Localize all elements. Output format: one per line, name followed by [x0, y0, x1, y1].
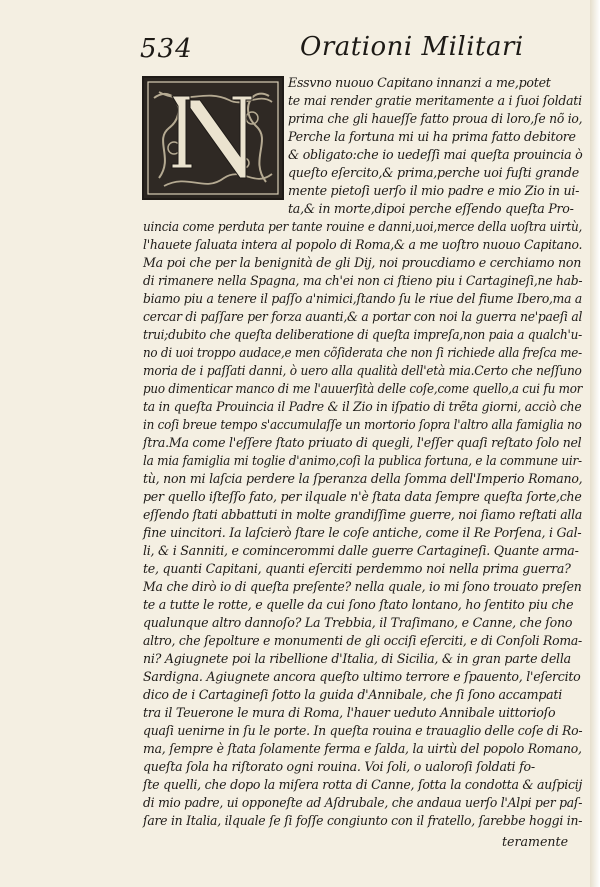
running-title: Orationi Militari	[300, 32, 524, 62]
text-line: eſſendo ſtati abbattuti in molte grandiſſime guerre, noi ſiamo reſtati alla	[143, 507, 583, 522]
text-line: di mio padre, ui opponeſte ad Aſdrubale, che andaua uerſo l'Alpi per paſ-	[143, 795, 583, 810]
text-line: & obligato:che io uedeſſi mai queſta prouincia ò	[288, 147, 583, 162]
text-line: ta,& in morte,dipoi perche eſſendo queſta Pro-	[288, 201, 574, 216]
text-line: in coſi breue tempo s'accumulaſſe un mortorio ſopra l'altro alla famiglia no	[143, 417, 582, 432]
text-line: per quello iſteſſo fato, per ilquale n'è ſtata data ſempre queſta ſorte,che	[143, 489, 582, 504]
text-line: tù, non mi laſcia perdere la ſperanza della ſomma dell'Imperio Romano,	[143, 471, 583, 486]
text-line: biamo piu a tenere il paſſo a'nimici,ſtando ſu le riue del fiume Ibero,ma a	[143, 291, 583, 306]
text-line: ſtra.Ma come l'eſſere ſtato priuato di quegli, l'eſſer quaſi reſtato ſolo nel	[143, 435, 582, 450]
text-line: cercar di paſſare per forza auanti,& a portar con noi la guerra ne'paeſi al	[143, 309, 583, 324]
text-line: moria de i paſſati danni, ò uero alla qualità dell'età mia.Certo che neſſuno	[143, 363, 582, 378]
text-line: ma, ſempre è ſtata ſolamente ferma e ſalda, la uirtù del popolo Romano,	[143, 741, 582, 756]
text-line: mente pietoſi uerſo il mio padre e mio Zio in ui-	[288, 183, 580, 198]
text-line: te a tutte le rotte, e quelle da cui ſono ſtato lontano, ho ſentito piu che	[143, 597, 574, 612]
text-line: Perche la fortuna mi ui ha prima fatto debitore	[288, 129, 576, 144]
text-line: Essvno nuouo Capitano innanzi a me,potet	[288, 75, 551, 90]
text-line: quaſi uenirne in ſu le porte. In queſta rouina e trauaglio delle coſe di Ro-	[143, 723, 583, 738]
text-line: l'hauete ſaluata intera al popolo di Roma,& a me uoſtro nuouo Capitano.	[143, 237, 583, 252]
text-line: li, & i Sanniti, e comincerommi dalle guerre Cartagineſi. Quante arma-	[143, 543, 579, 558]
text-line: Sardigna. Agiugnete ancora queſto ultimo terrore e ſpauento, l'eſercito	[143, 669, 581, 684]
text-line: ni? Agiugnete poi la ribellione d'Italia, di Sicilia, & in gran parte della	[143, 651, 571, 666]
text-line: qualunque altro dannoſo? La Trebbia, il Traſimano, e Canne, che ſono	[143, 615, 573, 630]
text-line: uincia come perduta per tante rouine e danni,uoi,merce della uoſtra uirtù,	[143, 219, 583, 234]
text-line: dico de i Cartagineſi ſotto la guida d'Annibale, che ſi ſono accampati	[143, 687, 563, 702]
text-line: queſta ſola ha riſtorato ogni rouina. Voi ſoli, o ualoroſi ſoldati fo-	[143, 759, 535, 774]
text-line: Ma poi che per la benignità de gli Dij, noi proucdiamo e cerchiamo non	[143, 255, 582, 270]
catchword: teramente	[502, 834, 569, 849]
text-line: di rimanere nella Spagna, ma ch'ei non ci ſtieno piu i Cartagineſi,ne hab-	[143, 273, 583, 288]
text-line: la mia famiglia mi toglie d'animo,coſi la publica fortuna, e la commune uir-	[143, 453, 582, 468]
text-line: trui;dubito che queſta deliberatione di queſta impreſa,non paia a qualch'u-	[143, 327, 582, 342]
text-line: fine uincitori. Ia laſcierò ſtare le coſe antiche, come il Re Porſena, i Gal-	[143, 525, 582, 540]
text-line: ſare in Italia, ilquale ſe ſi foſſe congiunto con il fratello, ſarebbe hoggi in-	[143, 813, 583, 828]
page-edge	[590, 0, 600, 887]
text-line: tra il Teuerone le mura di Roma, l'hauer ueduto Annibale uittorioſo	[143, 705, 556, 720]
text-line: no di uoi troppo audace,e men cõſiderata che non ſi richiede alla freſca me-	[143, 345, 582, 360]
text-line: ſte quelli, che dopo la miſera rotta di Canne, ſotta la condotta & auſpicij	[143, 777, 583, 792]
text-line: altro, che ſepolture e monumenti de gli occiſi eſerciti, e di Conſoli Roma-	[143, 633, 582, 648]
page-number: 534	[140, 34, 193, 64]
text-line: puo dimenticar manco di me l'auuerſità delle coſe,come quello,a cui fu mor	[143, 381, 583, 396]
text-line: prima che gli haueſſe fatto proua di loro,ſe nõ io,	[288, 111, 583, 126]
text-line: ta in queſta Prouincia il Padre & il Zio in iſpatio di trẽta giorni, acciò che	[143, 399, 582, 414]
text-line: te mai render gratie meritamente a i ſuoi ſoldati	[288, 93, 582, 108]
text-line: queſto eſercito,& prima,perche uoi fuſti grande	[288, 165, 579, 180]
text-line: Ma che dirò io di queſta preſente? nella quale, io mi ſono trouato preſen	[143, 579, 582, 594]
text-line: te, quanti Capitani, quanti eſerciti perdemmo noi nella prima guerra?	[143, 561, 571, 576]
